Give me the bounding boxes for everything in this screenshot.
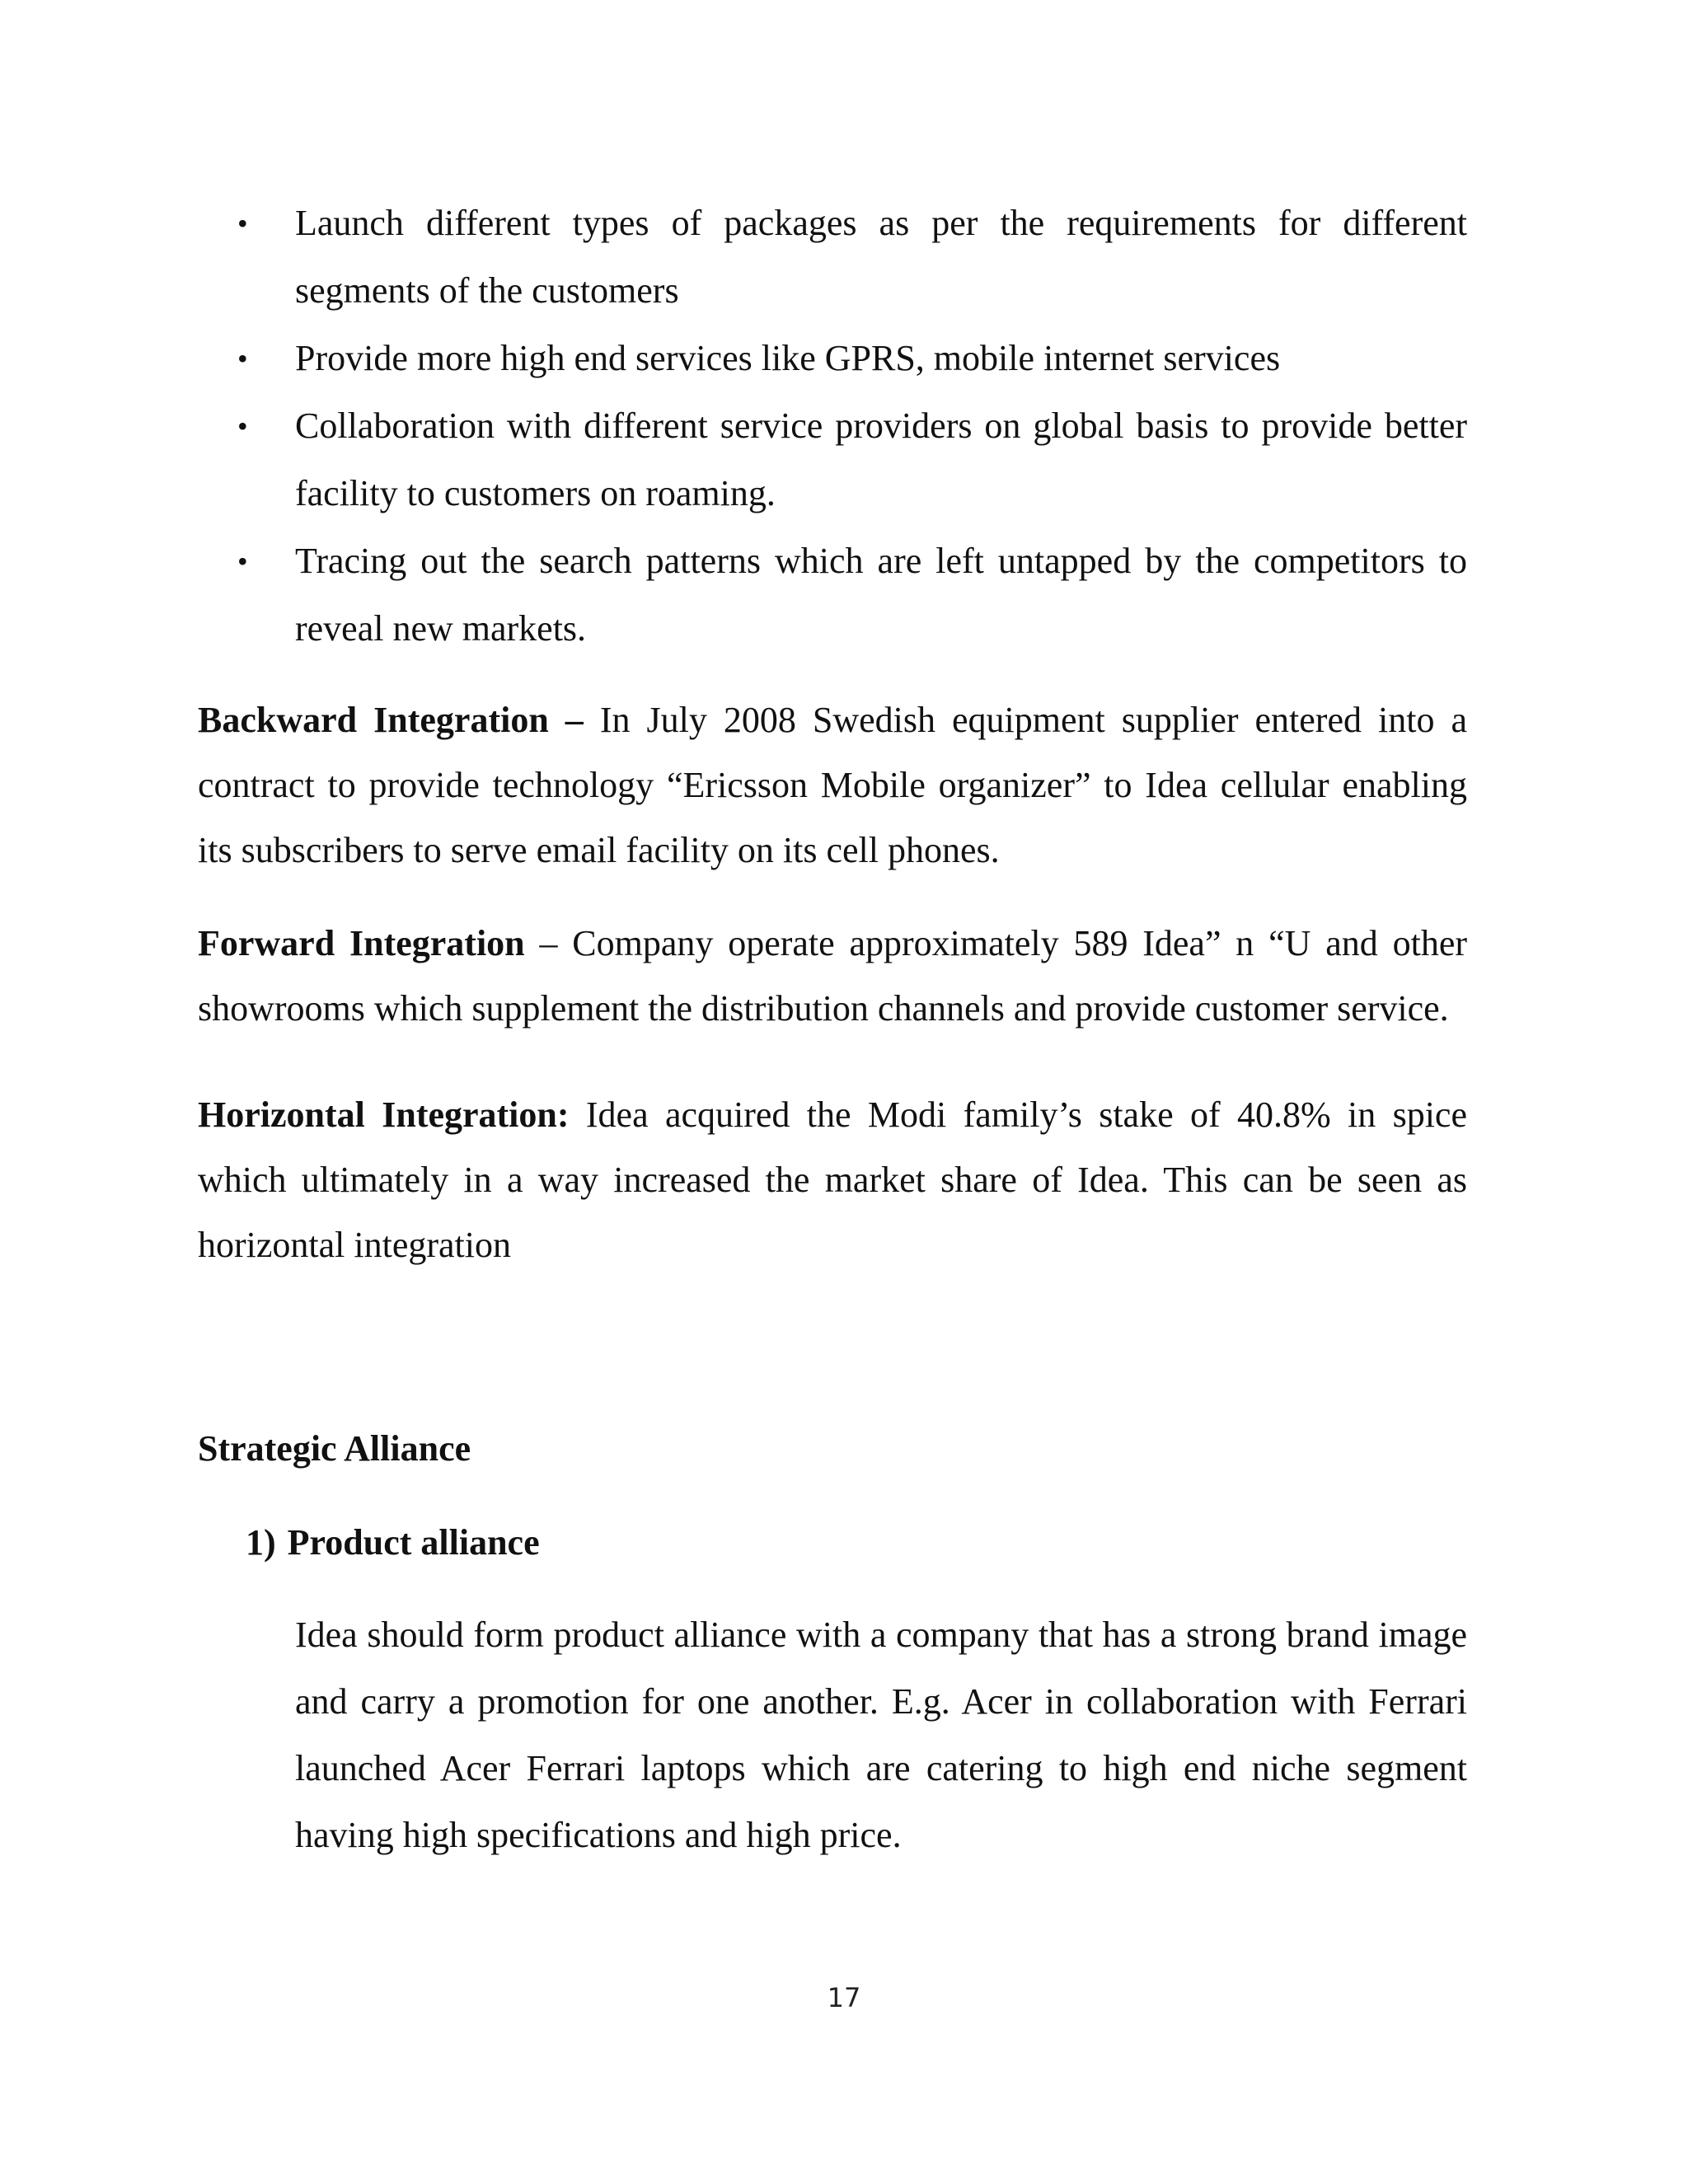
product-alliance-heading [246,1510,1467,1575]
forward-integration-paragraph [198,911,1467,1041]
bullet-item [237,190,1467,325]
strategic-alliance-heading: Strategic Alliance [198,1428,471,1469]
bullet-item [237,325,1467,392]
product-alliance-title: Product alliance [287,1522,540,1563]
bullet-dot-icon: • [237,342,248,375]
bullet-item [237,527,1467,663]
bullet-dot-icon: • [237,545,248,578]
bullet-dot-icon: • [237,207,248,240]
product-alliance-paragraph: Idea should form product alliance with a company that has a strong brand image and carry a promotion for one another. E.g. Acer in collaboration with Ferrari launched Acer Ferrari laptops which are catering to high end niche segment having high specifications and high price. [295,1615,1467,1855]
horizontal-integration-label: Horizontal Integration: [198,1094,570,1135]
horizontal-integration-paragraph [198,1082,1467,1277]
backward-integration-paragraph [198,687,1467,883]
bullet-text: Collaboration with different service providers on global basis to provide better facility to customers on roaming. [295,405,1467,513]
backward-integration-text: In July 2008 Swedish equipment supplier entered into a contract to provide technology “Ericsson Mobile organizer” to Idea cellular enabling its subscribers to serve email facility on its cell phones. [198,700,1467,870]
bullet-item [237,392,1467,527]
backward-integration-label: Backward Integration – [198,700,584,740]
bullet-text: Tracing out the search patterns which are left untapped by the competitors to reveal new markets. [295,541,1467,649]
page-number: 17 [827,1982,861,2013]
page-content [198,190,1467,1868]
horizontal-integration-text: Idea acquired the Modi family’s stake of 40.8% in spice which ultimately in a way increased the market share of Idea. This can be seen as horizontal integration [198,1094,1467,1265]
forward-integration-text: – Company operate approximately 589 Idea” n “U and other showrooms which supplement the distribution channels and provide customer service. [198,923,1467,1029]
bullet-text: Provide more high end services like GPRS, mobile internet services [295,338,1281,378]
bullet-text: Launch different types of packages as per the requirements for different segments of the customers [295,203,1467,311]
bullet-list [198,190,1467,663]
forward-integration-label: Forward Integration [198,923,525,963]
product-alliance-number: 1) [246,1522,276,1563]
bullet-dot-icon: • [237,410,248,443]
